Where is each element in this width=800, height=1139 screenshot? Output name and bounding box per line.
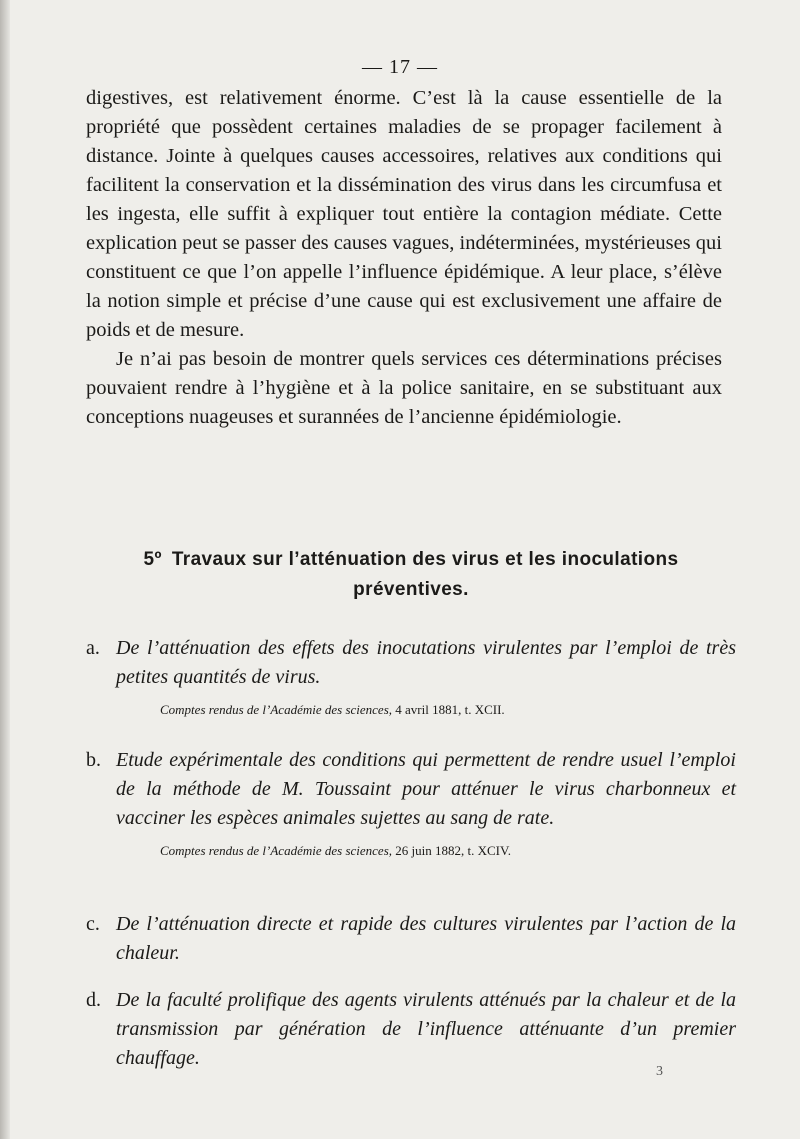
item-reference — [160, 702, 736, 718]
section-title: Travaux sur l’atténuation des virus et les inoculations préventives. — [171, 549, 679, 600]
paragraph: digestives, est relativement énorme. C’est là la cause essentielle de la propriété que possèdent certaines maladies de se propager facilement à distance. Jointe à quelques causes accessoires, relatives aux conditions qui facilitent la conservation et la dissémination des virus dans les circumfusa et les ingesta, elle suffit à expliquer tout entière la contagion médiate. Cette explication peut se passer des causes vagues, indéterminées, mystérieuses qui constituent ce que l’on appelle l’influence épidémique. A leur place, s’élève la notion simple et précise d’une cause qui est exclusivement une affaire de poids et de mesure. — [86, 87, 722, 341]
item-letter: c. — [86, 913, 100, 935]
reference-journal: Comptes rendus de l’Académie des sciences, — [160, 702, 393, 717]
signature-mark: 3 — [656, 1064, 663, 1079]
body-text — [86, 84, 722, 432]
paragraph: Je n’ai pas besoin de montrer quels services ces déterminations précises pouvaient rendre à l’hygiène et à la police sanitaire, en se substituant aux conceptions nuageuses et surannées de l’ancienne épidémiologie. — [86, 348, 722, 428]
reference-journal: Comptes rendus de l’Académie des sciences, — [160, 843, 393, 858]
item-title: De l’atténuation directe et rapide des cultures virulentes par l’action de la chaleur. — [116, 913, 736, 964]
item-letter: a. — [86, 637, 100, 659]
section-number: 5º — [143, 549, 162, 570]
item-reference — [160, 843, 736, 859]
page-number: — 17 — — [362, 56, 438, 78]
item-title: Etude expérimentale des conditions qui permettent de rendre usuel l’emploi de la méthode de M. Toussaint pour atténuer le virus charbonneux et vacciner les espèces animales sujettes au sang de rate. — [116, 749, 736, 829]
item-letter: b. — [86, 749, 101, 771]
list-item — [86, 746, 736, 859]
item-letter: d. — [86, 989, 101, 1011]
list-item — [86, 986, 736, 1073]
section-heading — [86, 545, 736, 605]
reference-detail: 4 avril 1881, t. XCII. — [395, 702, 505, 717]
list-item — [86, 910, 736, 968]
item-title: De l’atténuation des effets des inocutations virulentes par l’emploi de très petites quantités de virus. — [116, 637, 736, 688]
page-edge-shadow — [0, 0, 10, 1139]
list-item — [86, 634, 736, 718]
item-title: De la faculté prolifique des agents virulents atténués par la chaleur et de la transmission par génération de l’influence atténuante d’un premier chauffage. — [116, 989, 736, 1069]
reference-detail: 26 juin 1882, t. XCIV. — [395, 843, 511, 858]
